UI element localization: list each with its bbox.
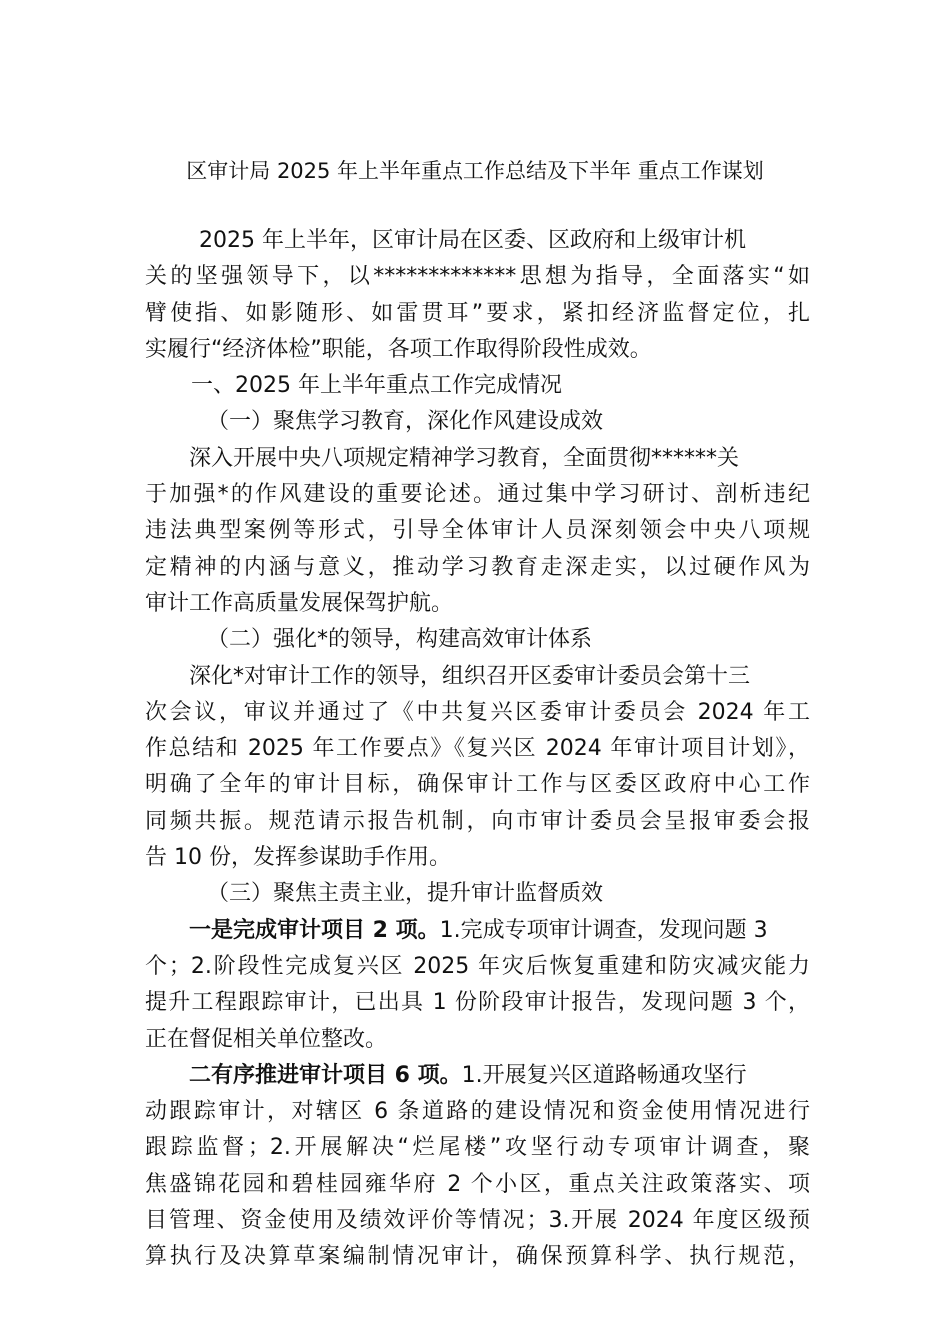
paragraph-line xyxy=(145,913,810,949)
paragraph-line: 次会议，审议并通过了《中共复兴区委审计委员会 2024 年工 xyxy=(145,699,810,725)
paragraph-line xyxy=(145,1058,810,1094)
paragraph-line: 审计工作高质量发展保驾护航。 xyxy=(145,590,454,616)
paragraph-line: 深入开展中央八项规定精神学习教育，全面贯彻******关 xyxy=(189,445,740,471)
subsection-heading: （三）聚焦主责主业，提升审计监督质效 xyxy=(207,881,604,907)
paragraph-line: 正在督促相关单位整改。 xyxy=(145,1026,388,1052)
paragraph-text: 1.开展复兴区道路畅通攻坚行 xyxy=(461,1062,747,1088)
paragraph-line: 关的坚强领导下，以*************思想为指导，全面落实“如 xyxy=(145,264,810,290)
paragraph-line: 动跟踪审计，对辖区 6 条道路的建设情况和资金使用情况进行 xyxy=(145,1099,810,1125)
subsection-heading: （二）强化*的领导，构建高效审计体系 xyxy=(207,627,593,653)
bold-lead-text: 一是完成审计项目 2 项。 xyxy=(189,917,440,943)
paragraph-line: 提升工程跟踪审计，已出具 1 份阶段审计报告，发现问题 3 个， xyxy=(145,990,810,1016)
paragraph-line: 算执行及决算草案编制情况审计，确保预算科学、执行规范， xyxy=(145,1244,810,1270)
paragraph-line: 目管理、资金使用及绩效评价等情况；3.开展 2024 年度区级预 xyxy=(145,1208,810,1234)
paragraph-line: 跟踪监督；2.开展解决“烂尾楼”攻坚行动专项审计调查，聚 xyxy=(145,1135,810,1161)
paragraph-line: 深化*对审计工作的领导，组织召开区委审计委员会第十三 xyxy=(189,663,751,689)
document-title: 区审计局 2025 年上半年重点工作总结及下半年 重点工作谋划 xyxy=(186,159,764,183)
paragraph-line: 臂使指、如影随形、如雷贯耳”要求，紧扣经济监督定位，扎 xyxy=(145,300,810,326)
paragraph-line: 于加强*的作风建设的重要论述。通过集中学习研讨、剖析违纪 xyxy=(145,482,810,508)
paragraph-line: 告 10 份，发挥参谋助手作用。 xyxy=(145,845,451,871)
paragraph-line: 同频共振。规范请示报告机制，向市审计委员会呈报审委会报 xyxy=(145,808,810,834)
paragraph-line: 定精神的内涵与意义，推动学习教育走深走实，以过硬作风为 xyxy=(145,554,810,580)
paragraph-line: 实履行“经济体检”职能，各项工作取得阶段性成效。 xyxy=(145,336,652,362)
section-heading: 一、2025 年上半年重点工作完成情况 xyxy=(191,373,562,399)
paragraph-line: 焦盛锦花园和碧桂园雍华府 2 个小区，重点关注政策落实、项 xyxy=(145,1171,810,1197)
paragraph-line: 个；2.阶段性完成复兴区 2025 年灾后恢复重建和防灾减灾能力 xyxy=(145,953,810,979)
document-body xyxy=(145,223,810,1276)
paragraph-line: 违法典型案例等形式，引导全体审计人员深刻领会中央八项规 xyxy=(145,518,810,544)
paragraph-line: 2025 年上半年，区审计局在区委、区政府和上级审计机 xyxy=(199,228,746,253)
paragraph-line: 作总结和 2025 年工作要点》《复兴区 2024 年审计项目计划》， xyxy=(145,736,810,762)
paragraph-text: 1.完成专项审计调查，发现问题 3 xyxy=(439,917,768,943)
bold-lead-text: 二有序推进审计项目 6 项。 xyxy=(189,1062,462,1088)
subsection-heading: （一）聚焦学习教育，深化作风建设成效 xyxy=(207,409,604,435)
paragraph-line: 明确了全年的审计目标，确保审计工作与区委区政府中心工作 xyxy=(145,772,810,798)
